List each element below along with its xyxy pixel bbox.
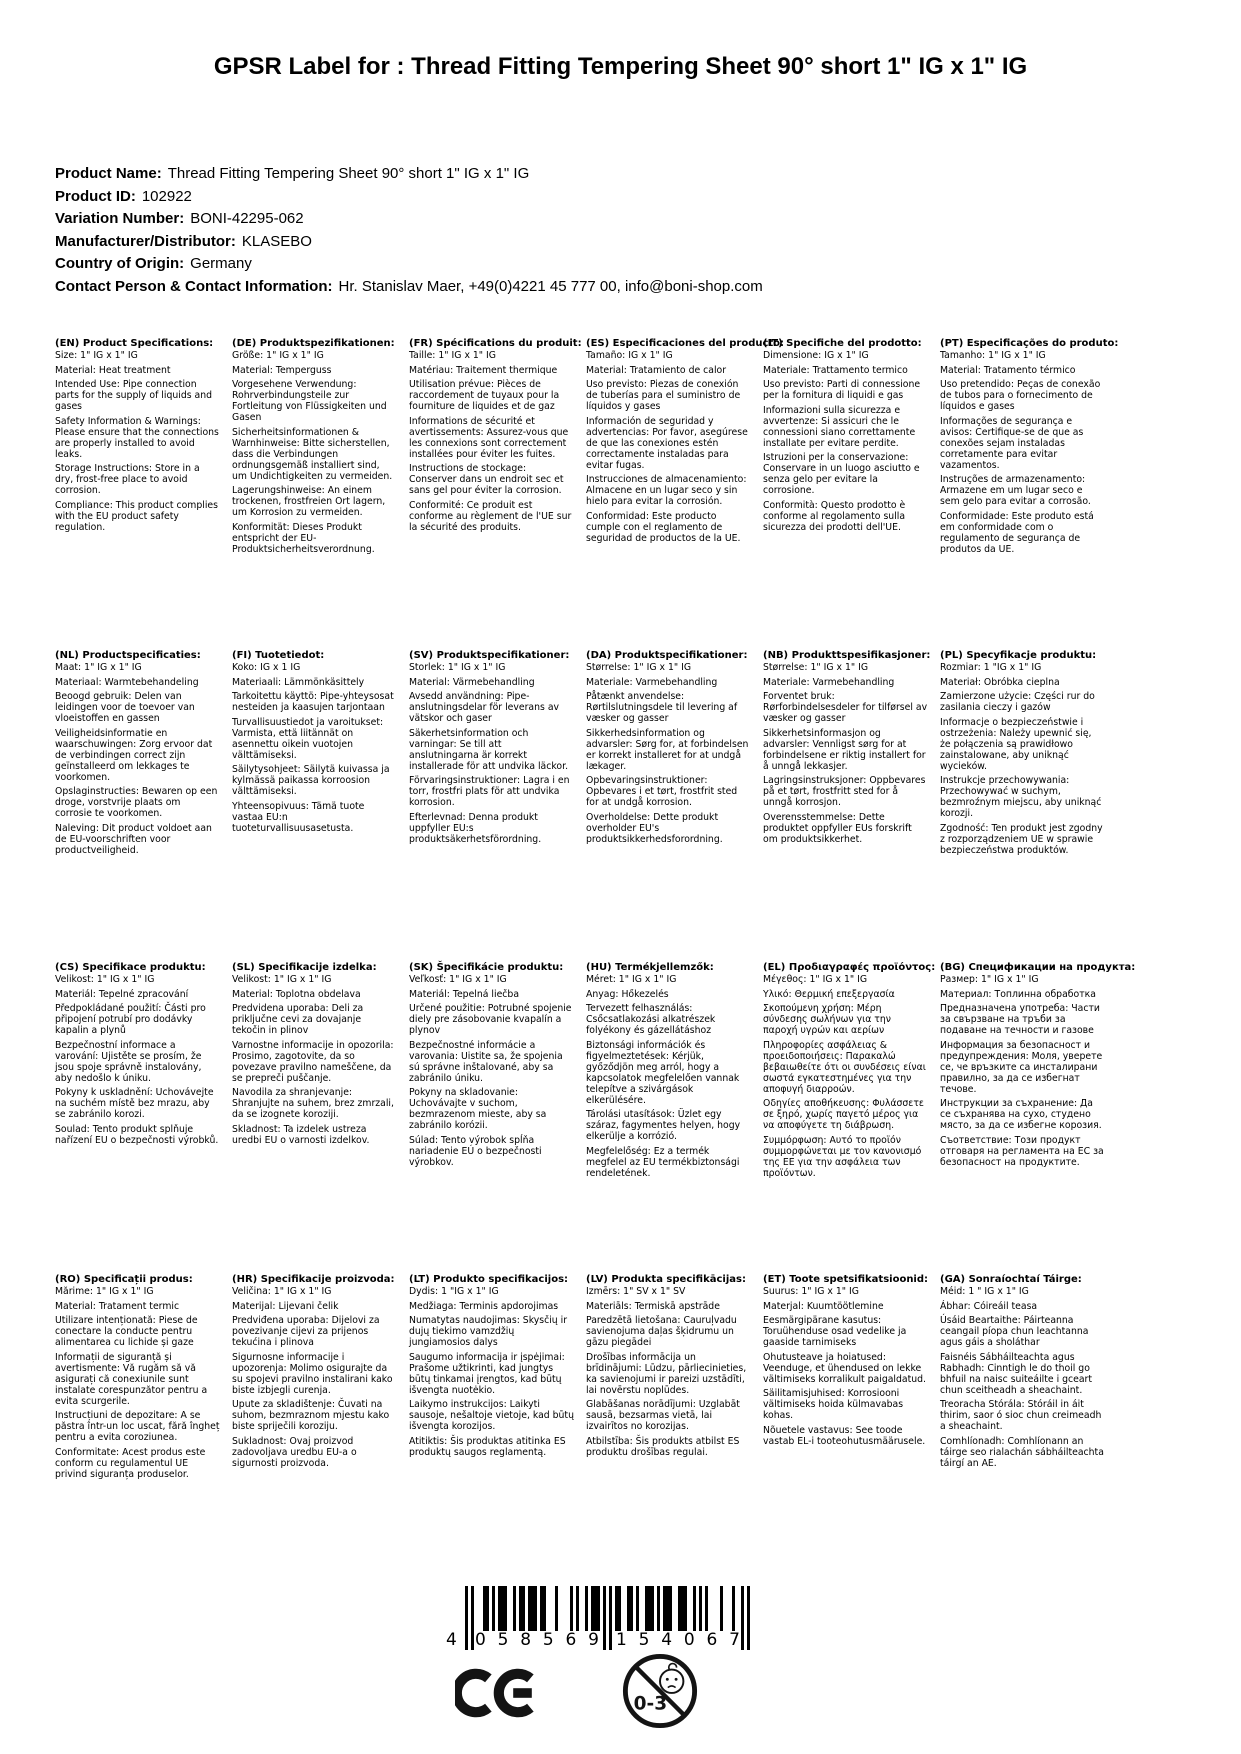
spec-language-header: (SV) Produktspecifikationer: (409, 650, 570, 661)
spec-paragraph: Sikkerhetsinformasjon og advarsler: Vennligst sørg for at forbindelsene er riktig installert for å unngå lekkasjer. (763, 727, 926, 772)
spec-paragraph: Zgodność: Ten produkt jest zgodny z rozporządzeniem UE w sprawie bezpieczeństwa produktów. (940, 822, 1103, 856)
spec-paragraph: Predvidena uporaba: Deli za priključne cevi za dovajanje tekočin in plinov (232, 1003, 364, 1036)
product-info-value: BONI-42295-062 (190, 210, 304, 227)
spec-paragraph: Съответствие: Този продукт отговаря на регламента на ЕС за безопасност на продуктите. (940, 1134, 1104, 1168)
spec-paragraph: Materiāls: Termiskā apstrāde (586, 1300, 720, 1312)
spec-cell (763, 338, 928, 650)
spec-cell (586, 650, 751, 962)
spec-paragraph: Материал: Топлинна обработка (940, 988, 1096, 1000)
spec-paragraph: Συμμόρφωση: Αυτό το προϊόν συμμορφώνεται με τον κανονισμό της ΕΕ για την ασφάλεια των προϊόντων. (763, 1134, 922, 1179)
spec-paragraph: Material: Värmebehandling (409, 676, 535, 688)
spec-paragraph: Materiaal: Warmtebehandeling (55, 676, 199, 688)
spec-paragraph: Utilisation prévue: Pièces de raccordement de tuyaux pour la fourniture de liquides et de gaz (409, 379, 560, 412)
spec-paragraph: Storage Instructions: Store in a dry, frost-free place to avoid corrosion. (55, 463, 200, 496)
product-info-label: Variation Number: (55, 210, 185, 227)
spec-paragraph: Conformidade: Este produto está em conformidade com o regulamento de segurança de produtos da UE. (940, 510, 1094, 555)
spec-paragraph: Размер: 1" IG x 1" IG (940, 974, 1039, 985)
spec-cell (55, 1274, 220, 1586)
spec-language-header: (RO) Specificații produs: (55, 1274, 193, 1285)
spec-paragraph: Informacje o bezpieczeństwie i ostrzeżenia: Należy upewnić się, że połączenia są prawidłowo zainstalowane, aby uniknąć wycieków. (940, 716, 1092, 772)
product-info-label: Manufacturer/Distributor: (55, 232, 236, 250)
spec-paragraph: Materjal: Kuumtöötlemine (763, 1300, 884, 1312)
product-info-value: KLASEBO (241, 232, 312, 250)
page-title: GPSR Label for : Thread Fitting Tempering Sheet 90° short 1" IG x 1" IG (213, 53, 1028, 80)
spec-cell (232, 962, 397, 1274)
spec-paragraph: Ohutusteave ja hoiatused: Veenduge, et ühendused on lekke vältimiseks korralikult paigaldatud. (763, 1351, 927, 1385)
spec-paragraph: Dydis: 1 "IG x 1" IG (409, 1286, 499, 1297)
spec-paragraph: Nõuetele vastavus: See toode vastab EL-i tooteohutusmäärusele. (763, 1424, 926, 1447)
spec-language-header: (SL) Specifikacije izdelka: (232, 962, 377, 973)
spec-paragraph: Säkerhetsinformation och varningar: Se till att anslutningarna är korrekt installerade för att undvika läckor. (409, 727, 569, 772)
spec-paragraph: Maat: 1" IG x 1" IG (55, 662, 142, 673)
spec-paragraph: Πληροφορίες ασφάλειας & προειδοποιήσεις: Παρακαλώ βεβαιωθείτε ότι οι συνδέσεις είναι σωστά εγκατεστημένες για την αποφυγή διαρροών. (763, 1039, 926, 1095)
spec-paragraph: Σκοπούμενη χρήση: Μέρη σύνδεσης σωλήνων για την παροχή υγρών και αερίων (763, 1003, 891, 1036)
spec-paragraph: Beoogd gebruik: Delen van leidingen voor de toevoer van vloeistoffen en gassen (55, 691, 195, 724)
spec-paragraph: Konformität: Dieses Produkt entspricht der EU-Produktsicherheitsverordnung. (232, 521, 375, 555)
spec-language-header: (NL) Productspecificaties: (55, 650, 201, 661)
spec-paragraph: Información de seguridad y advertencias: Por favor, asegúrese de que las conexiones estén correctamente instaladas para evitar fugas. (586, 415, 748, 471)
spec-paragraph: Инструкции за съхранение: Да се съхранява на сухо, студено място, за да се избегне корозия. (940, 1098, 1102, 1131)
spec-paragraph: Предназначена употреба: Части за свързване на тръби за подаване на течности и газове (940, 1003, 1100, 1036)
spec-paragraph: Vorgesehene Verwendung: Rohrverbindungsteile zur Fortleitung von Flüssigkeiten und Gasen (232, 379, 387, 423)
spec-paragraph: Overensstemmelse: Dette produktet oppfyller EUs forskrift om produktsikkerhet. (763, 811, 912, 845)
spec-paragraph: Turvallisuustiedot ja varoitukset: Varmista, että liitännät on asennettu oikein vuotojen välttämiseksi. (232, 716, 384, 761)
spec-paragraph: Opbevaringsinstruktioner: Opbevares i et tørt, frostfrit sted for at undgå korrosion. (586, 775, 738, 808)
spec-language-header: (NB) Produkttspesifikasjoner: (763, 650, 931, 661)
spec-paragraph: Instrucciones de almacenamiento: Almacene en un lugar seco y sin hielo para evitar la corrosión. (586, 474, 747, 507)
product-info-block (55, 163, 763, 298)
spec-paragraph: Saugumo informacija ir įspėjimai: Prašome užtikrinti, kad jungtys būtų tinkamai įrengtos, kad būtų išvengta nuotėkio. (409, 1351, 565, 1396)
spec-paragraph: Materiál: Tepelná liečba (409, 988, 520, 1000)
spec-paragraph: Naleving: Dit product voldoet aan de EU-voorschriften voor productveiligheid. (55, 822, 212, 856)
spec-paragraph: Taille: 1" IG x 1" IG (409, 350, 496, 361)
spec-cell (586, 1274, 751, 1586)
spec-paragraph: Eesmärgipärane kasutus: Toruühenduse osad vedelike ja gaaside tarnimiseks (763, 1315, 907, 1348)
spec-paragraph: Anyag: Hőkezelés (586, 988, 669, 1000)
spec-paragraph: Mărime: 1" IG x 1" IG (55, 1286, 154, 1297)
spec-paragraph: Conformità: Questo prodotto è conforme al regolamento sulla sicurezza dei prodotti dell'UE. (763, 499, 906, 533)
spec-paragraph: Instrucțiuni de depozitare: A se păstra într-un loc uscat, fără îngheț pentru a evita coroziunea. (55, 1410, 220, 1443)
spec-paragraph: Velikost: 1" IG x 1" IG (55, 974, 155, 985)
spec-paragraph: Materiale: Varmebehandling (763, 676, 895, 688)
spec-paragraph: Forventet bruk: Rørforbindelsesdeler for tilførsel av væsker og gasser (763, 691, 928, 724)
spec-paragraph: Säilitamisjuhised: Korrosiooni vältimiseks hoida külmavabas kohas. (763, 1388, 904, 1421)
spec-paragraph: Istruzioni per la conservazione: Conservare in un luogo asciutto e senza gelo per evitare la corrosione. (763, 452, 920, 496)
spec-cell (232, 650, 397, 962)
spec-paragraph: Navodila za shranjevanje: Shranjujte na suhem, brez zmrzali, da se izognete koroziji. (232, 1087, 394, 1120)
spec-paragraph: Pokyny k uskladnění: Uchovávejte na suchém místě bez mrazu, aby se zabránilo korozi. (55, 1087, 214, 1120)
spec-paragraph: Biztonsági információk és figyelmeztetések: Kérjük, győződjön meg arról, hogy a kapcsolatok megfelelően vannak telepítve a szivárgások elkerülésére. (586, 1039, 740, 1106)
spec-paragraph: Yhteensopivuus: Tämä tuote vastaa EU:n tuoteturvallisuusasetusta. (232, 800, 365, 834)
product-info-line (55, 163, 763, 186)
spec-cell (55, 962, 220, 1274)
spec-paragraph: Laikymo instrukcijos: Laikyti sausoje, nešaltoje vietoje, kad būtų išvengta korozijos. (409, 1399, 574, 1432)
spec-paragraph: Ábhar: Cóireáil teasa (940, 1300, 1038, 1312)
age-warning-text: 0-3 (633, 1693, 668, 1715)
spec-language-header: (EN) Product Specifications: (55, 338, 214, 349)
spec-paragraph: Material: Tratamento térmico (940, 364, 1076, 376)
spec-cell (763, 650, 931, 962)
spec-paragraph: Zamierzone użycie: Części rur do zasilania cieczy i gazów (940, 691, 1095, 713)
spec-paragraph: Storlek: 1" IG x 1" IG (409, 662, 506, 673)
spec-paragraph: Safety Information & Warnings: Please ensure that the connections are properly installed to avoid leaks. (55, 415, 219, 460)
spec-paragraph: Pokyny na skladovanie: Uchovávajte v suchom, bezmrazenom mieste, aby sa zabránilo korózii. (409, 1087, 547, 1131)
spec-paragraph: Numatytas naudojimas: Skysčių ir dujų tiekimo vamzdžių jungiamosios dalys (409, 1315, 568, 1348)
spec-language-header: (HR) Specifikacije proizvoda: (232, 1274, 395, 1285)
spec-paragraph: Upute za skladištenje: Čuvati na suhom, bezmraznom mjestu kako biste spriječili koroziju. (232, 1399, 390, 1432)
spec-paragraph: Skladnost: Ta izdelek ustreza uredbi EU o varnosti izdelkov. (232, 1123, 370, 1146)
spec-paragraph: Uso previsto: Piezas de conexión de tuberías para el suministro de líquidos y gases (586, 379, 741, 412)
spec-paragraph: Utilizare intenționată: Piese de conectare la conducte pentru alimentarea cu lichide și gaze (55, 1315, 198, 1348)
spec-paragraph: Soulad: Tento produkt splňuje nařízení EU o bezpečnosti výrobků. (55, 1123, 219, 1146)
spec-paragraph: Drošības informācija un brīdinājumi: Lūdzu, pārliecinieties, ka savienojumi ir pareizi uzstādīti, lai novērstu noplūdes. (586, 1351, 747, 1396)
spec-cell (55, 650, 220, 962)
spec-paragraph: Tervezett felhasználás: Csőcsatlakozási alkatrészek folyékony és gázellátáshoz (586, 1003, 716, 1036)
barcode-right-digits: 1 5 4 0 6 7 (616, 1630, 740, 1650)
spec-paragraph: Suurus: 1" IG x 1" IG (763, 1286, 859, 1297)
spec-language-header: (ES) Especificaciones del producto: (586, 338, 785, 349)
spec-paragraph: Overholdelse: Dette produkt overholder EU's produktsikkerhedsforordning. (586, 811, 723, 845)
spec-paragraph: Méret: 1" IG x 1" IG (586, 974, 677, 985)
spec-paragraph: Förvaringsinstruktioner: Lagra i en torr, frostfri plats för att undvika korrosion. (409, 775, 570, 808)
spec-language-header: (HU) Termékjellemzők: (586, 962, 714, 973)
spec-paragraph: Sigurnosne informacije i upozorenja: Molimo osigurajte da su spojevi pravilno instalirani kako biste izbjegli curenja. (232, 1351, 393, 1396)
spec-language-header: (LV) Produkta specifikācijas: (586, 1274, 746, 1285)
spec-paragraph: Veličina: 1" IG x 1" IG (232, 1286, 332, 1297)
spec-paragraph: Informazioni sulla sicurezza e avvertenze: Si assicuri che le connessioni siano correttamente installate per evitare perdite. (763, 404, 916, 449)
page-title-wrap (0, 50, 1241, 83)
spec-cell (940, 962, 1136, 1274)
spec-paragraph: Paredzētā lietošana: Cauruļvadu savienojuma daļas šķidrumu un gāzu piegādei (586, 1315, 737, 1348)
product-info-value: Germany (190, 255, 252, 272)
spec-paragraph: Atbilstība: Šis produkts atbilst ES produktu drošības regulai. (586, 1435, 740, 1458)
spec-paragraph: Conformidad: Este producto cumple con el reglamento de seguridad de productos de la UE. (586, 510, 741, 544)
spec-paragraph: Materiale: Varmebehandling (586, 676, 718, 688)
spec-paragraph: Informations de sécurité et avertissements: Assurez-vous que les connexions sont correctement installées pour éviter les fuites. (409, 415, 569, 460)
spec-paragraph: Izmērs: 1" SV x 1" SV (586, 1286, 686, 1297)
product-info-label: Country of Origin: (55, 255, 185, 272)
spec-language-header: (IT) Specifiche del prodotto: (763, 338, 922, 349)
product-info-line (55, 231, 763, 254)
barcode-left-digits: 0 5 8 5 6 9 (475, 1630, 599, 1650)
age-warning-0-3-icon (621, 1650, 699, 1732)
spec-paragraph: Sikkerhedsinformation og advarsler: Sørg for, at forbindelsen er korrekt installeret for at undgå lækager. (586, 727, 749, 772)
product-info-label: Contact Person & Contact Information: (55, 277, 333, 295)
spec-language-header: (DE) Produktspezifikationen: (232, 338, 395, 349)
spec-paragraph: Tamanho: 1" IG x 1" IG (940, 350, 1046, 361)
spec-paragraph: Veiligheidsinformatie en waarschuwingen: Zorg ervoor dat de verbindingen correct zijn geïnstalleerd om lekkages te voorkomen. (55, 727, 213, 783)
product-info-line (55, 208, 763, 231)
spec-language-header: (EL) Προδιαγραφές προϊόντος: (763, 962, 936, 973)
spec-paragraph: Méid: 1 " IG x 1" IG (940, 1286, 1029, 1297)
spec-cell (409, 962, 574, 1274)
spec-cell (763, 1274, 928, 1586)
spec-paragraph: Varnostne informacije in opozorila: Prosimo, zagotovite, da so povezave pravilno nameščene, da se prepreči puščanje. (232, 1039, 394, 1084)
spec-paragraph: Instrukcje przechowywania: Przechowywać w suchym, bezmroźnym miejscu, aby uniknąć korozji. (940, 775, 1102, 819)
spec-paragraph: Opslaginstructies: Bewaren op een droge, vorstvrije plaats om corrosie te voorkomen. (55, 786, 218, 819)
product-info-line (55, 186, 763, 209)
spec-paragraph: Materiał: Obróbka cieplna (940, 676, 1060, 688)
spec-paragraph: Comhlíonadh: Comhlíonann an táirge seo rialachán sábháilteachta táirgí an AE. (940, 1435, 1104, 1469)
spec-paragraph: Material: Toplotna obdelava (232, 988, 361, 1000)
spec-paragraph: Bezpečnostné informácie a varovania: Uistite sa, že spojenia sú správne inštalované, aby sa zabránilo úniku. (409, 1039, 563, 1084)
specs-grid (55, 338, 1136, 1586)
spec-paragraph: Material: Tratament termic (55, 1300, 180, 1312)
spec-paragraph: Størrelse: 1" IG x 1" IG (763, 662, 869, 673)
spec-paragraph: Size: 1" IG x 1" IG (55, 350, 138, 361)
spec-paragraph: Säilytysohjeet: Säilytä kuivassa ja kylmässä paikassa korroosion välttämiseksi. (232, 764, 390, 797)
spec-paragraph: Μέγεθος: 1" IG x 1" IG (763, 974, 868, 985)
spec-language-header: (PT) Especificações do produto: (940, 338, 1119, 349)
spec-paragraph: Tarkoitettu käyttö: Pipe-yhteysosat nesteiden ja kaasujen tarjontaan (232, 691, 394, 713)
spec-paragraph: Dimensione: IG x 1" IG (763, 350, 869, 361)
spec-paragraph: Påtænkt anvendelse: Rørtilslutningsdele til levering af væsker og gasser (586, 691, 738, 724)
barcode-lead-digit: 4 (446, 1630, 457, 1650)
spec-language-header: (ET) Toote spetsifikatsioonid: (763, 1274, 929, 1285)
spec-paragraph: Compliance: This product complies with the EU product safety regulation. (55, 499, 218, 533)
spec-paragraph: Material: Tratamiento de calor (586, 364, 727, 376)
spec-paragraph: Předpokládané použití: Části pro připojení potrubí pro dodávky kapalin a plynů (55, 1003, 206, 1036)
spec-paragraph: Lagerungshinweise: An einem trockenen, frostfreien Ort lagern, um Korrosion zu vermeiden. (232, 485, 386, 518)
spec-paragraph: Atitiktis: Šis produktas atitinka ES produktų saugos reglamentą. (409, 1435, 566, 1458)
spec-paragraph: Avsedd användning: Pipe-anslutningsdelar för leverans av vätskor och gaser (409, 691, 560, 724)
spec-paragraph: Matériau: Traitement thermique (409, 364, 558, 376)
spec-paragraph: Medžiaga: Terminis apdorojimas (409, 1300, 559, 1312)
ean13-barcode (446, 1586, 750, 1656)
spec-paragraph: Størrelse: 1" IG x 1" IG (586, 662, 692, 673)
spec-language-header: (CS) Specifikace produktu: (55, 962, 206, 973)
spec-paragraph: Material: Temperguss (232, 364, 332, 376)
spec-language-header: (BG) Спецификации на продукта: (940, 962, 1136, 973)
spec-language-header: (DA) Produktspecifikationer: (586, 650, 748, 661)
spec-paragraph: Instructions de stockage: Conserver dans un endroit sec et sans gel pour éviter la corrosion. (409, 463, 564, 496)
spec-cell (940, 338, 1119, 650)
spec-paragraph: Predviđena uporaba: Dijelovi za povezivanje cijevi za prijenos tekućina i plinova (232, 1315, 380, 1348)
spec-language-header: (PL) Specyfikacje produktu: (940, 650, 1097, 661)
spec-paragraph: Lagringsinstruksjoner: Oppbevares på et tørt, frostfritt sted for å unngå korrosjon. (763, 775, 926, 808)
spec-paragraph: Sicherheitsinformationen & Warnhinweise: Bitte sicherstellen, dass die Verbindungen ordnungsgemäß installiert sind, um Undichtigkeiten zu vermeiden. (232, 426, 393, 482)
spec-cell (232, 1274, 397, 1586)
spec-cell (940, 1274, 1105, 1586)
spec-cell (409, 1274, 574, 1586)
product-info-value: 102922 (141, 187, 192, 205)
product-info-label: Product Name: (55, 165, 162, 182)
spec-paragraph: Materiaali: Lämmönkäsittely (232, 676, 365, 688)
spec-paragraph: Rozmiar: 1 "IG x 1" IG (940, 662, 1042, 673)
spec-paragraph: Glabāšanas norādījumi: Uzglabāt sausā, bezsarmas vietā, lai izvairītos no korozijas. (586, 1399, 740, 1432)
spec-cell (586, 962, 751, 1274)
spec-paragraph: Größe: 1" IG x 1" IG (232, 350, 324, 361)
spec-paragraph: Uso pretendido: Peças de conexão de tubos para o fornecimento de líquidos e gases (940, 379, 1101, 412)
spec-paragraph: Súlad: Tento výrobok spĺňa nariadenie EÚ o bezpečnosti výrobkov. (409, 1134, 542, 1168)
spec-paragraph: Materijal: Lijevani čelik (232, 1300, 339, 1312)
product-info-value: Hr. Stanislav Maer, +49(0)4221 45 777 00, info@boni-shop.com (338, 277, 763, 295)
spec-paragraph: Materiale: Trattamento termico (763, 364, 908, 376)
spec-cell (232, 338, 397, 650)
spec-paragraph: Efterlevnad: Denna produkt uppfyller EU:s produktsäkerhetsförordning. (409, 811, 542, 845)
product-info-label: Product ID: (55, 187, 136, 205)
spec-paragraph: Materiál: Tepelné zpracování (55, 988, 189, 1000)
spec-paragraph: Určené použitie: Potrubné spojenie diely pre zásobovanie kvapalín a plynov (409, 1003, 572, 1036)
spec-paragraph: Veľkosť: 1" IG x 1" IG (409, 974, 507, 985)
spec-paragraph: Instruções de armazenamento: Armazene em um lugar seco e sem gelo para evitar a corrosão. (940, 474, 1091, 507)
spec-paragraph: Conformité: Ce produit est conforme au règlement de l'UE sur la sécurité des produits. (409, 499, 572, 533)
spec-paragraph: Material: Heat treatment (55, 364, 171, 376)
spec-paragraph: Koko: IG x 1 IG (232, 662, 301, 673)
spec-paragraph: Treoracha Stórála: Stóráil in áit thirim, saor ó sioc chun creimeadh a sheachaint. (940, 1399, 1102, 1432)
spec-cell (409, 338, 582, 650)
spec-cell (409, 650, 574, 962)
product-info-line (55, 276, 763, 299)
spec-cell (940, 650, 1105, 962)
spec-language-header: (LT) Produkto specifikacijos: (409, 1274, 569, 1285)
spec-cell (55, 338, 220, 650)
spec-language-header: (GA) Sonraíochtaí Táirge: (940, 1274, 1082, 1285)
spec-paragraph: Uso previsto: Parti di connessione per la fornitura di liquidi e gas (763, 379, 921, 401)
spec-paragraph: Megfelelőség: Ez a termék megfelel az EU termékbiztonsági rendeletének. (586, 1145, 740, 1179)
spec-paragraph: Οδηγίες αποθήκευσης: Φυλάσσετε σε ξηρό, χωρίς παγετό μέρος για να αποφύγετε τη διάβρωση. (763, 1098, 924, 1131)
spec-paragraph: Informações de segurança e avisos: Certifique-se de que as conexões sejam instaladas corretamente para evitar vazamentos. (940, 415, 1084, 471)
spec-cell (586, 338, 785, 650)
spec-paragraph: Faisnéis Sábháilteachta agus Rabhadh: Cinntigh le do thoil go bhfuil na naisc suiteáilte i gceart chun sceitheadh a sheachaint. (940, 1351, 1093, 1396)
spec-paragraph: Информация за безопасност и предупреждения: Моля, уверете се, че връзките са инсталирани правилно, за да се избегнат течове. (940, 1039, 1103, 1095)
spec-paragraph: Velikost: 1" IG x 1" IG (232, 974, 332, 985)
spec-paragraph: Intended Use: Pipe connection parts for the supply of liquids and gases (55, 379, 213, 412)
spec-language-header: (FR) Spécifications du produit: (409, 338, 582, 349)
spec-paragraph: Sukladnost: Ovaj proizvod zadovoljava uredbu EU-a o sigurnosti proizvoda. (232, 1435, 357, 1469)
spec-paragraph: Úsáid Beartaithe: Páirteanna ceangail píopa chun leachtanna agus gáis a sholáthar (940, 1315, 1089, 1348)
ce-mark-icon (455, 1662, 539, 1724)
spec-paragraph: Tamaño: IG x 1" IG (586, 350, 673, 361)
spec-paragraph: Tárolási utasítások: Üzlet egy száraz, fagymentes helyen, hogy elkerülje a korrózió. (586, 1109, 741, 1142)
spec-language-header: (FI) Tuotetiedot: (232, 650, 325, 661)
product-info-line (55, 253, 763, 276)
spec-paragraph: Bezpečnostní informace a varování: Ujistěte se prosím, že jsou spoje správně instalovány, aby nedošlo k úniku. (55, 1039, 202, 1084)
spec-paragraph: Informații de siguranță și avertismente: Vă rugăm să vă asigurați că conexiunile sunt instalate corespunzător pentru a evita scurgerile. (55, 1351, 208, 1407)
spec-language-header: (SK) Špecifikácie produktu: (409, 962, 564, 973)
spec-cell (763, 962, 936, 1274)
product-info-value: Thread Fitting Tempering Sheet 90° short 1" IG x 1" IG (167, 165, 530, 182)
spec-paragraph: Conformitate: Acest produs este conform cu regulamentul UE privind siguranța produselor. (55, 1446, 206, 1480)
spec-paragraph: Υλικό: Θερμική επεξεργασία (763, 988, 895, 1000)
